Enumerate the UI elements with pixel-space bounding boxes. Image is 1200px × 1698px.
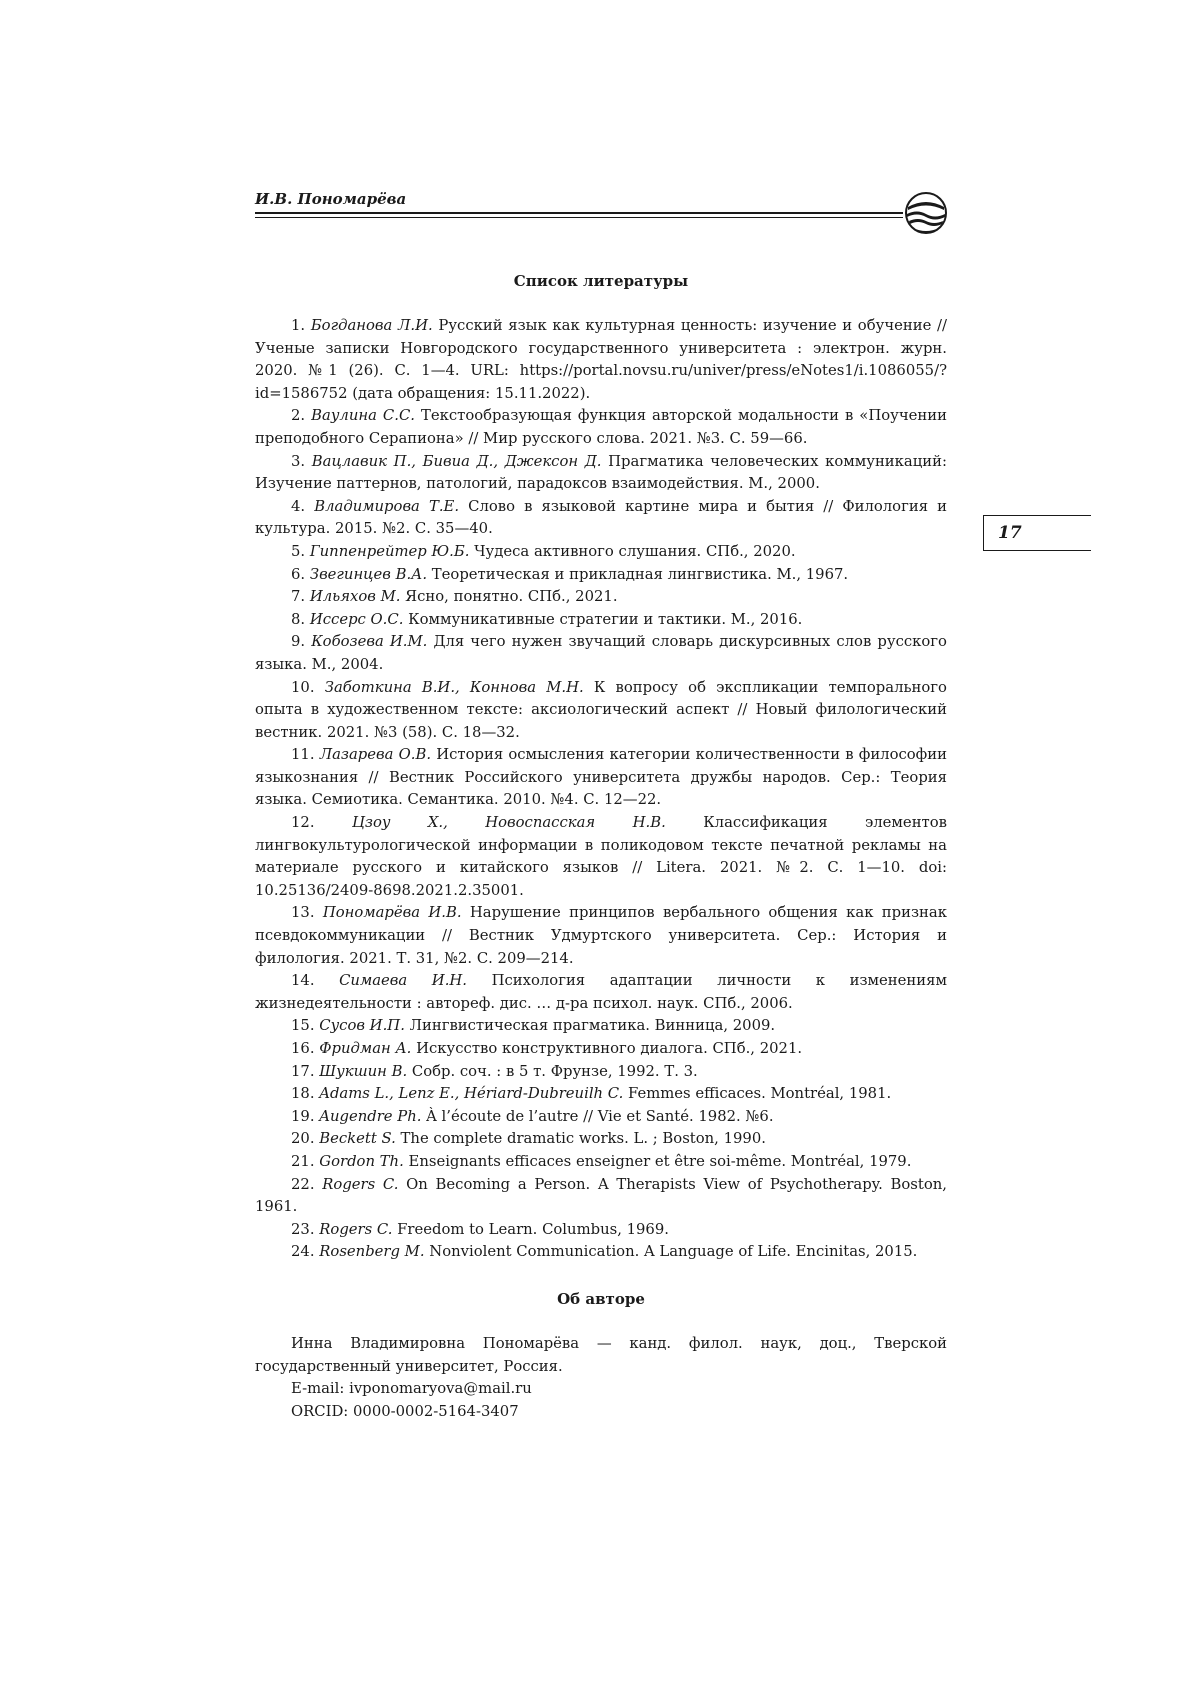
header-rule-thin <box>255 217 903 218</box>
reference-number: 2. <box>291 407 306 425</box>
reference-item <box>255 744 947 812</box>
reference-number: 12. <box>291 814 315 832</box>
reference-authors: Ваулина С.С. <box>311 407 415 425</box>
reference-authors: Beckett S. <box>319 1130 396 1148</box>
about-author-title: Об авторе <box>557 1289 645 1308</box>
reference-text: The complete dramatic works. L. ; Boston, 1990. <box>400 1130 766 1148</box>
reference-number: 10. <box>291 678 315 696</box>
reference-text: Коммуникативные стратегии и тактики. М., 2016. <box>408 610 803 628</box>
reference-text: Femmes efficaces. Montréal, 1981. <box>628 1085 892 1103</box>
reference-item <box>255 902 947 970</box>
reference-text: Текстообразующая функция авторской модальности в «Поучении преподобного Серапиона» // Мир русского слова. 2021. №3. С. 59—66. <box>255 407 947 447</box>
reference-item <box>255 1174 947 1219</box>
reference-authors: Лазарева О.В. <box>319 746 432 764</box>
reference-authors: Кобозева И.М. <box>311 633 428 651</box>
page-number-box <box>983 515 1091 551</box>
reference-text: On Becoming a Person. A Therapists View of Psychotherapy. Boston, 1961. <box>255 1175 947 1216</box>
reference-text: Лингвистическая прагматика. Винница, 2009. <box>409 1017 776 1035</box>
reference-text: Для чего нужен звучащий словарь дискурсивных слов русского языка. М., 2004. <box>255 633 947 673</box>
reference-text: Искусство конструктивного диалога. СПб., 2021. <box>416 1040 803 1057</box>
references-title: Список литературы <box>513 272 689 290</box>
reference-item <box>255 1038 947 1061</box>
author-bio: Инна Владимировна Пономарёва — канд. филол. наук, доц., Тверской государственный университет, Россия. <box>255 1334 947 1375</box>
reference-authors: Богданова Л.И. <box>310 317 433 334</box>
reference-number: 11. <box>291 746 315 764</box>
reference-number: 1. <box>291 317 306 334</box>
reference-text: Слово в языковой картине мира и бытия // Филология и культура. 2015. №2. С. 35—40. <box>255 497 947 538</box>
reference-authors: Adams L., Lenz E., Hériard-Dubreuilh C. <box>319 1085 624 1103</box>
reference-item <box>255 541 947 564</box>
reference-number: 19. <box>291 1107 315 1125</box>
reference-text: À l’écoute de l’autre // Vie et Santé. 1982. №6. <box>426 1107 774 1125</box>
reference-authors: Gordon Th. <box>319 1152 404 1170</box>
reference-number: 15. <box>291 1017 315 1035</box>
reference-item <box>255 609 947 632</box>
reference-text: Nonviolent Communication. A Language of Life. Encinitas, 2015. <box>429 1243 918 1261</box>
reference-authors: Вацлавик П., Бивиа Д., Джексон Д. <box>311 452 602 470</box>
reference-number: 24. <box>291 1243 315 1261</box>
reference-item <box>255 631 947 676</box>
reference-text: К вопросу об экспликации темпорального опыта в художественном тексте: аксиологический аспект // Новый филологический вестник. 2021. №3 (58). С. 18—32. <box>255 678 947 741</box>
author-orcid: ORCID: 0000-0002-5164-3407 <box>291 1402 519 1420</box>
reference-text: Теоретическая и прикладная лингвистика. М., 1967. <box>431 565 849 583</box>
reference-number: 17. <box>291 1062 315 1080</box>
reference-authors: Фридман А. <box>319 1040 412 1057</box>
reference-authors: Augendre Ph. <box>319 1107 422 1125</box>
reference-authors: Rogers C. <box>319 1220 393 1238</box>
author-email: E-mail: ivponomaryova@mail.ru <box>291 1380 532 1398</box>
reference-authors: Шукшин В. <box>319 1062 408 1080</box>
reference-number: 20. <box>291 1130 315 1148</box>
reference-item <box>255 1083 947 1106</box>
reference-number: 14. <box>291 972 315 990</box>
reference-item <box>255 677 947 745</box>
reference-number: 5. <box>291 542 306 560</box>
reference-authors: Rogers C. <box>322 1175 399 1193</box>
header-rule-thick <box>255 212 903 214</box>
reference-text: Чудеса активного слушания. СПб., 2020. <box>474 542 796 560</box>
reference-number: 13. <box>291 904 315 922</box>
reference-item <box>255 496 947 541</box>
reference-text: Нарушение принципов вербального общения как признак псевдокоммуникации // Вестник Удмуртского университета. Сер.: История и филология. 2021. Т. 31, №2. С. 209—214. <box>255 904 947 967</box>
about-author <box>255 1333 947 1423</box>
reference-text: Классификация элементов лингвокультурологической информации в поликодовом тексте печатной рекламы на материале русского и китайского языков // Litera. 2021. №2. С. 1—10. doi: 10.25136/2409-8698.2021.2.35001. <box>255 814 947 899</box>
reference-authors: Иссерс О.С. <box>309 610 404 628</box>
reference-number: 21. <box>291 1152 315 1170</box>
reference-text: Русский язык как культурная ценность: изучение и обучение // Ученые записки Новгородского государственного университета : электрон. журн. 2020. №1 (26). С. 1—4. URL: https://portal.novsu.ru/univer/press/eNotes1/i.1086055/?id=1586752 (дата обращения: 15.11.2022). <box>255 317 947 402</box>
reference-item <box>255 564 947 587</box>
reference-item <box>255 812 947 902</box>
journal-logo-icon <box>903 190 949 236</box>
reference-number: 22. <box>291 1175 315 1193</box>
reference-item <box>255 1128 947 1151</box>
running-head-author: И.В. Пономарёва <box>255 190 407 208</box>
reference-text: Freedom to Learn. Columbus, 1969. <box>397 1220 669 1238</box>
reference-authors: Rosenberg M. <box>319 1243 425 1261</box>
reference-number: 4. <box>291 497 306 515</box>
reference-text: Ясно, понятно. СПб., 2021. <box>405 588 618 606</box>
reference-item <box>255 451 947 496</box>
reference-authors: Цзоу Х., Новоспасская Н.В. <box>351 814 666 832</box>
reference-text: Собр. соч. : в 5 т. Фрунзе, 1992. Т. 3. <box>411 1062 698 1080</box>
reference-item <box>255 1151 947 1174</box>
reference-text: Enseignants efficaces enseigner et être soi-même. Montréal, 1979. <box>408 1152 912 1170</box>
reference-item <box>255 1061 947 1084</box>
reference-item <box>255 586 947 609</box>
reference-authors: Заботкина В.И., Коннова М.Н. <box>324 678 584 696</box>
main-content <box>255 270 947 1423</box>
reference-text: История осмысления категории количественности в философии языкознания // Вестник Российского университета дружбы народов. Сер.: Теория языка. Семиотика. Семантика. 2010. №4. С. 12—22. <box>255 746 947 809</box>
reference-authors: Пономарёва И.В. <box>322 904 462 922</box>
reference-number: 7. <box>291 588 306 606</box>
reference-item <box>255 1241 947 1264</box>
reference-authors: Симаева И.Н. <box>339 972 468 990</box>
reference-number: 9. <box>291 633 306 651</box>
reference-item <box>255 1219 947 1242</box>
reference-number: 18. <box>291 1085 315 1103</box>
reference-item <box>255 1106 947 1129</box>
reference-item <box>255 970 947 1015</box>
reference-authors: Сусов И.П. <box>319 1017 405 1035</box>
reference-number: 6. <box>291 565 306 583</box>
reference-item <box>255 1015 947 1038</box>
reference-number: 16. <box>291 1040 315 1057</box>
reference-authors: Ильяхов М. <box>309 588 401 606</box>
reference-authors: Звегинцев В.А. <box>309 565 428 583</box>
reference-text: Прагматика человеческих коммуникаций: Изучение паттернов, патологий, парадоксов взаимодействия. М., 2000. <box>255 452 947 493</box>
reference-item <box>255 405 947 450</box>
reference-number: 23. <box>291 1220 315 1238</box>
references-list <box>255 315 947 1264</box>
reference-authors: Владимирова Т.Е. <box>314 497 460 515</box>
reference-number: 3. <box>291 452 306 470</box>
reference-number: 8. <box>291 610 306 628</box>
page-number: 17 <box>998 523 1022 543</box>
reference-text: Психология адаптации личности к изменениям жизнедеятельности : автореф. дис. … д-ра психол. наук. СПб., 2006. <box>255 972 947 1012</box>
reference-item <box>255 315 947 405</box>
reference-authors: Гиппенрейтер Ю.Б. <box>309 542 470 560</box>
